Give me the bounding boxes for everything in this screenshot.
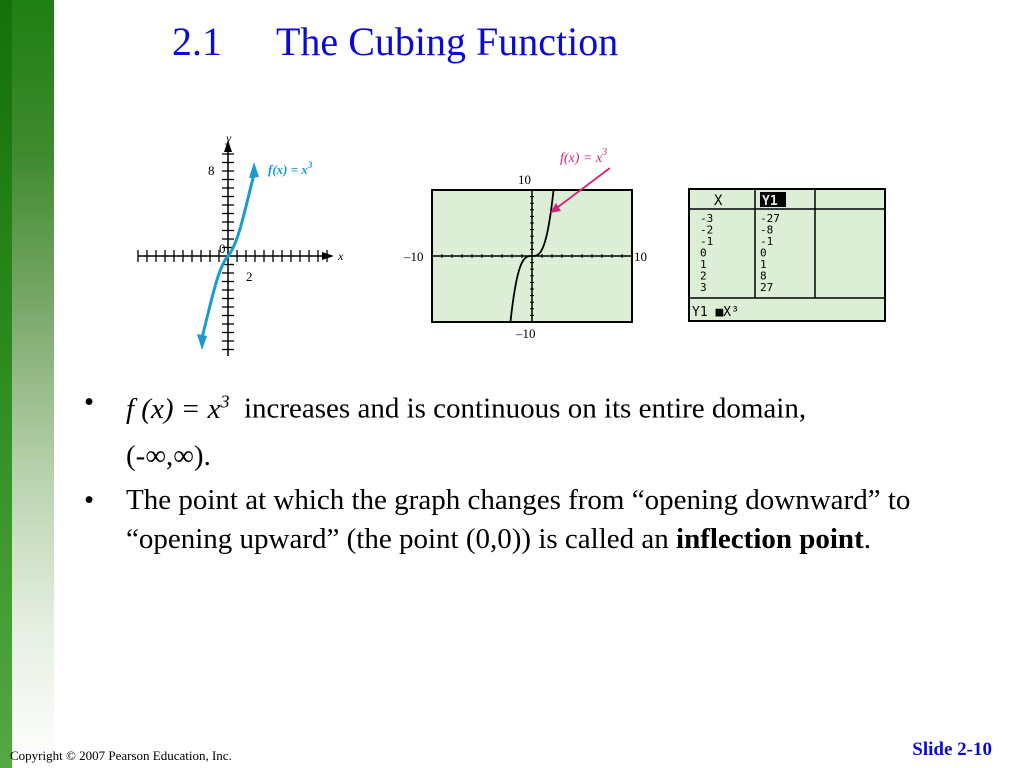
bullet-1-text: increases and is continuous on its entire domain, [243, 392, 807, 425]
slide-number: Slide 2-10 [912, 739, 992, 760]
copyright-text: Copyright © 2007 Pearson Education, Inc. [10, 748, 232, 763]
bullet-2 [126, 481, 936, 559]
table-header-x: X [714, 193, 723, 209]
origin-label: 0 [219, 241, 226, 256]
table-x-cell: -2 [700, 223, 714, 237]
table-y-cell: 1 [760, 258, 767, 271]
bullet-2-bold-text: inflection point [676, 523, 864, 555]
table-x-cell: 2 [700, 269, 707, 283]
table-x-cell: -1 [700, 235, 714, 248]
table-y-cell: -1 [760, 235, 774, 248]
curve-arrow-down-icon [197, 334, 207, 350]
calculator-function-label-text: f(x) = x [560, 151, 603, 166]
ymin-label: –10 [516, 326, 536, 341]
table-y-cell: 27 [760, 281, 774, 294]
side-bar-edge [0, 0, 12, 768]
slide-title [172, 18, 618, 65]
table-y-cell: -8 [760, 223, 774, 237]
decorative-side-bar [0, 0, 54, 768]
bullet-1-math [126, 393, 229, 425]
function-label-text: f(x) = x [268, 162, 308, 177]
cubic-graph [130, 128, 360, 358]
table-x-cell: -3 [700, 212, 714, 225]
function-label-exponent: 3 [307, 160, 313, 170]
bullet-1 [126, 382, 956, 476]
table-x-cell: 1 [700, 258, 707, 271]
bullet-2-text-end: . [863, 523, 871, 555]
ymax-label: 10 [518, 172, 531, 187]
calculator-function-label-exponent: 3 [602, 147, 608, 158]
bullet-1-text-line2: (-∞,∞). [126, 439, 211, 472]
x-axis-label: x [338, 249, 344, 263]
y-tick-label: 8 [208, 163, 215, 178]
function-label [268, 160, 313, 177]
calculator-table [688, 188, 888, 324]
table-y-cell: 0 [760, 246, 767, 260]
curve-arrow-up-icon [249, 162, 259, 178]
section-number: 2.1 [172, 19, 222, 64]
bullet-marker-2: • [84, 484, 95, 516]
x-tick-label: 2 [246, 269, 253, 284]
bullet-2-text: The point at which the graph changes from “opening downward” to “opening upward” (the point (0,0)) is called an [126, 484, 911, 555]
table-x-cell: 3 [700, 281, 707, 294]
table-y-cell: -27 [760, 212, 780, 225]
table-x-cell: 0 [700, 246, 707, 260]
xmax-label: 10 [634, 249, 647, 264]
calculator-graph [398, 140, 660, 345]
table-y-cell: 8 [760, 269, 767, 283]
bullet-1-math-text: f (x) = x [126, 392, 221, 425]
x-axis-arrow-icon [322, 252, 334, 260]
table-header-y1: Y1 [762, 194, 778, 209]
calculator-function-label [560, 147, 607, 166]
bullet-marker-1: • [84, 386, 95, 418]
xmin-label: –10 [404, 249, 424, 264]
y-axis-label: y [226, 131, 232, 145]
bullet-1-math-exponent: 3 [220, 391, 230, 411]
title-text: The Cubing Function [276, 19, 619, 64]
table-footer-formula: Y1 ■X³ [692, 305, 739, 320]
